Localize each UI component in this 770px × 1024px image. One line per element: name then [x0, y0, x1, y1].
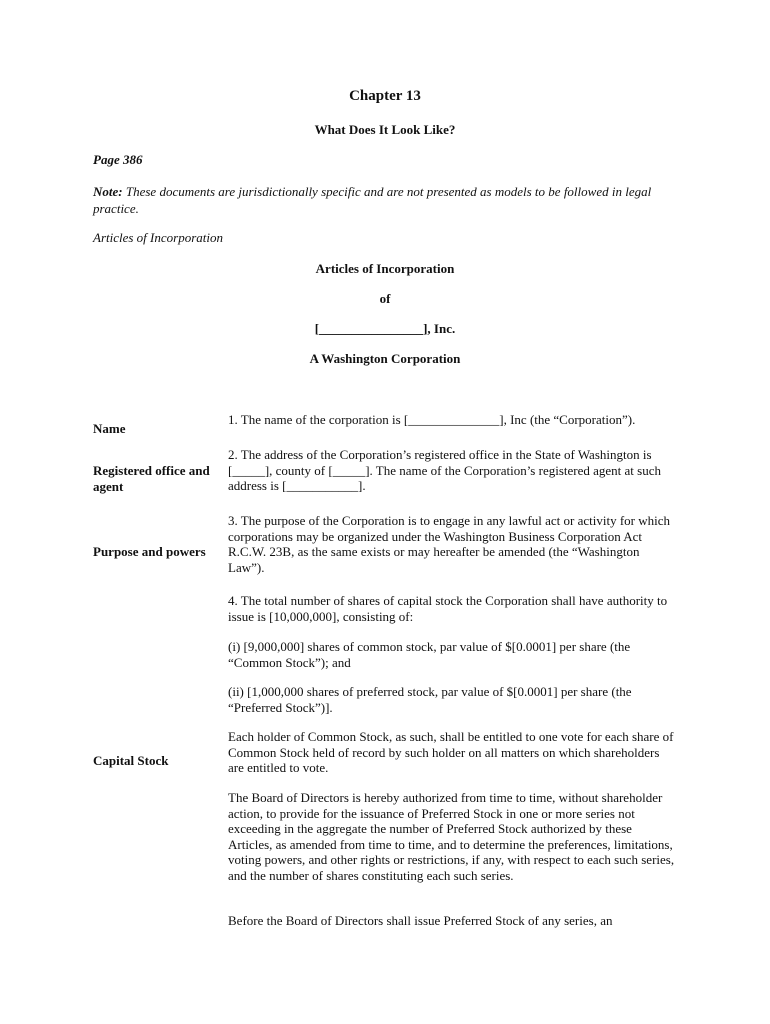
company-name-blank: [________________], Inc.: [314, 321, 456, 336]
issuance-paragraph: Before the Board of Directors shall issue Preferred Stock of any series, an: [228, 913, 613, 928]
corporation-type: A Washington Corporation: [309, 351, 461, 366]
chapter-heading: Chapter 13: [349, 88, 421, 104]
purpose-clause: 3. The purpose of the Corporation is to engage in any lawful act or activity for which corporations may be organized under the Washington Business Corporation Act R.C.W. 23B, as the same exists or may hereafter be amended (the “Washington Law”).: [228, 513, 670, 575]
name-clause: 1. The name of the corporation is [______________], Inc (the “Corporation”).: [228, 412, 636, 427]
chapter-subtitle: What Does It Look Like?: [314, 122, 456, 137]
voting-rights-paragraph: Each holder of Common Stock, as such, shall be entitled to one vote for each share of Common Stock held of record by such holder on all matters on which shareholders are entitled to vote.: [228, 729, 674, 775]
document-title: Articles of Incorporation: [315, 261, 455, 276]
page-reference: Page 386: [93, 152, 143, 167]
capital-stock-clause: 4. The total number of shares of capital stock the Corporation shall have authority to issue is [10,000,000], consisting of:: [228, 593, 668, 624]
registered-office-heading: [93, 463, 210, 495]
disclaimer-note: [93, 183, 683, 217]
registered-heading-line1: Registered office and: [93, 463, 210, 478]
board-authority-paragraph: The Board of Directors is hereby authorized from time to time, without shareholder action, to provide for the issuance of Preferred Stock in one or more series not exceeding in the aggregate the number of Preferred Stock authorized by these Articles, as amended from time to time, and to determine the preferences, limitations, voting powers, and other rights or restrictions, if any, with respect to each such series, and the number of shares constituting each such series.: [228, 790, 675, 883]
preferred-stock-clause: (ii) [1,000,000 shares of preferred stock, par value of $[0.0001] per share (the “Preferred Stock”)].: [228, 684, 632, 715]
note-label: Note:: [93, 184, 123, 199]
registered-heading-line2: agent: [93, 479, 124, 494]
purpose-heading: Purpose and powers: [93, 544, 206, 559]
common-stock-clause: (i) [9,000,000] shares of common stock, par value of $[0.0001] per share (the “Common Stock”); and: [228, 639, 631, 670]
name-heading: Name: [93, 421, 126, 436]
registered-office-clause: 2. The address of the Corporation’s registered office in the State of Washington is [_____], county of [_____]. The name of the Corporation’s registered agent at such address is [___________].: [228, 447, 661, 493]
section-label: Articles of Incorporation: [93, 230, 223, 245]
capital-stock-heading: Capital Stock: [93, 753, 169, 768]
title-of: of: [379, 291, 391, 306]
note-text: These documents are jurisdictionally specific and are not presented as models to be followed in legal practice.: [93, 184, 652, 216]
